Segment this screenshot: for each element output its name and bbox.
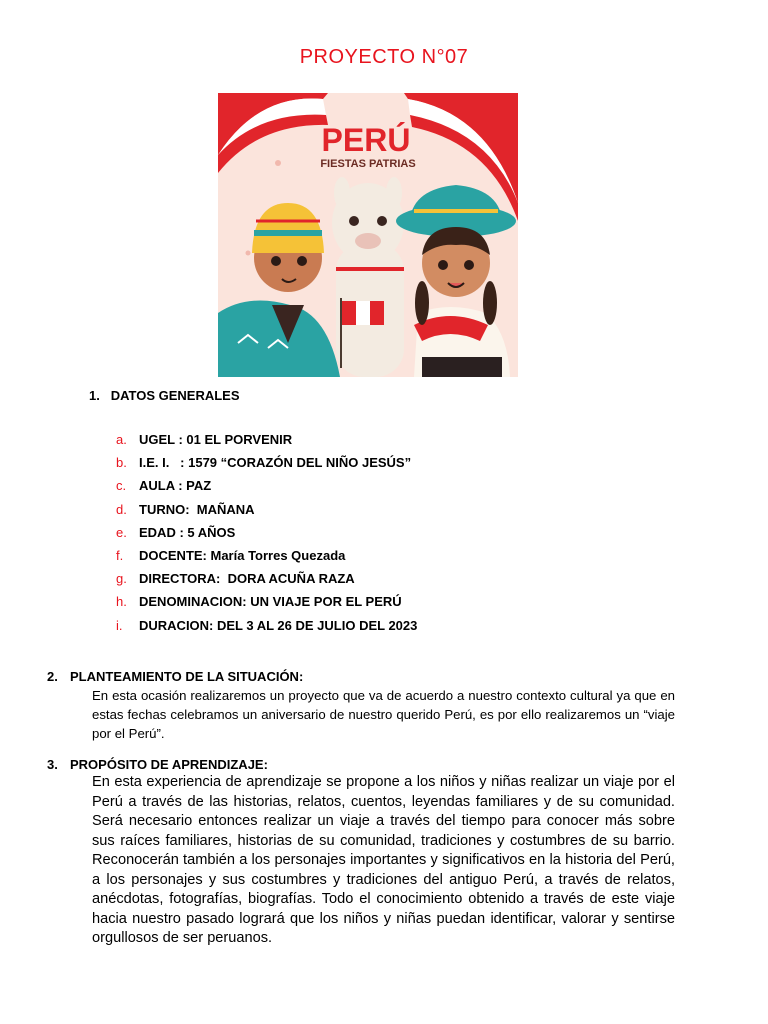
section-3-paragraph: En esta experiencia de aprendizaje se propone a los niños y niñas realizar un viaje por el Perú a través de las historias, relatos, cuentos, leyendas familiares y de su comunidad. Será necesario entonces realizar un viaje a través del tiempo para conocer más sobre sus raíces familiares, historias de su comunidad, tradiciones y costumbres de su barrio. Reconocerán también a los personajes importantes y significativos en la historia del Perú, a los personajes y sus costumbres y tradiciones del antiguo Perú, a través de relatos, anécdotas, fotografías, biografías. Todo el conocimiento obtenido a través de este viaje hacia nuestro pasado logrará que los niños y niñas puedan identificar, valorar y sentirse orgullosos de ser peruanos. xyxy=(92,774,675,946)
section-1-heading xyxy=(89,388,240,403)
list-text: AULA : PAZ xyxy=(139,478,212,494)
poster-heading: PERÚ xyxy=(321,122,411,158)
section-2-title: PLANTEAMIENTO DE LA SITUACIÓN: xyxy=(70,669,304,684)
list-letter: e. xyxy=(116,524,127,540)
llama-character xyxy=(332,177,404,377)
list-letter: c. xyxy=(116,478,127,494)
list-letter: h. xyxy=(116,594,127,610)
section-1-title: DATOS GENERALES xyxy=(110,388,240,403)
section-3-number: 3. xyxy=(47,757,58,772)
poster-artwork xyxy=(218,93,518,377)
list-text: TURNO: MAÑANA xyxy=(139,501,255,517)
list-letter: f. xyxy=(116,547,124,563)
list-letter: a. xyxy=(116,432,127,447)
list-letter: b. xyxy=(116,455,127,471)
section-2-number: 2. xyxy=(47,669,58,684)
list-text: DOCENTE: María Torres Quezada xyxy=(139,547,346,563)
list-letter: d. xyxy=(116,501,127,517)
list-letter: g. xyxy=(116,571,127,587)
list-text: DURACION: DEL 3 AL 26 DE JULIO DEL 2023 xyxy=(139,617,418,633)
list-letter: i. xyxy=(116,617,123,633)
list-text: UGEL : 01 EL PORVENIR xyxy=(139,432,293,447)
list-text: DENOMINACION: UN VIAJE POR EL PERÚ xyxy=(139,594,402,610)
poster-subheading: FIESTAS PATRIAS xyxy=(320,158,416,170)
section-1-number: 1. xyxy=(89,388,100,403)
list-text: I.E. I. : 1579 “CORAZÓN DEL NIÑO JESÚS” xyxy=(139,455,412,471)
section-2-heading xyxy=(47,669,303,684)
fiestas-patrias-illustration xyxy=(218,93,518,377)
list-text: DIRECTORA: DORA ACUÑA RAZA xyxy=(139,571,355,587)
section-3-title: PROPÓSITO DE APRENDIZAJE: xyxy=(70,757,268,772)
list-text: EDAD : 5 AÑOS xyxy=(139,524,236,540)
section-2-paragraph: En esta ocasión realizaremos un proyecto que va de acuerdo a nuestro contexto cultural ya que en estas fechas celebramos un aniversario de nuestro querido Perú, es por ello realizaremos un “viaje por el Perú”. xyxy=(92,688,675,741)
document-title: PROYECTO N°07 xyxy=(299,46,469,68)
section-3-heading xyxy=(47,757,268,772)
